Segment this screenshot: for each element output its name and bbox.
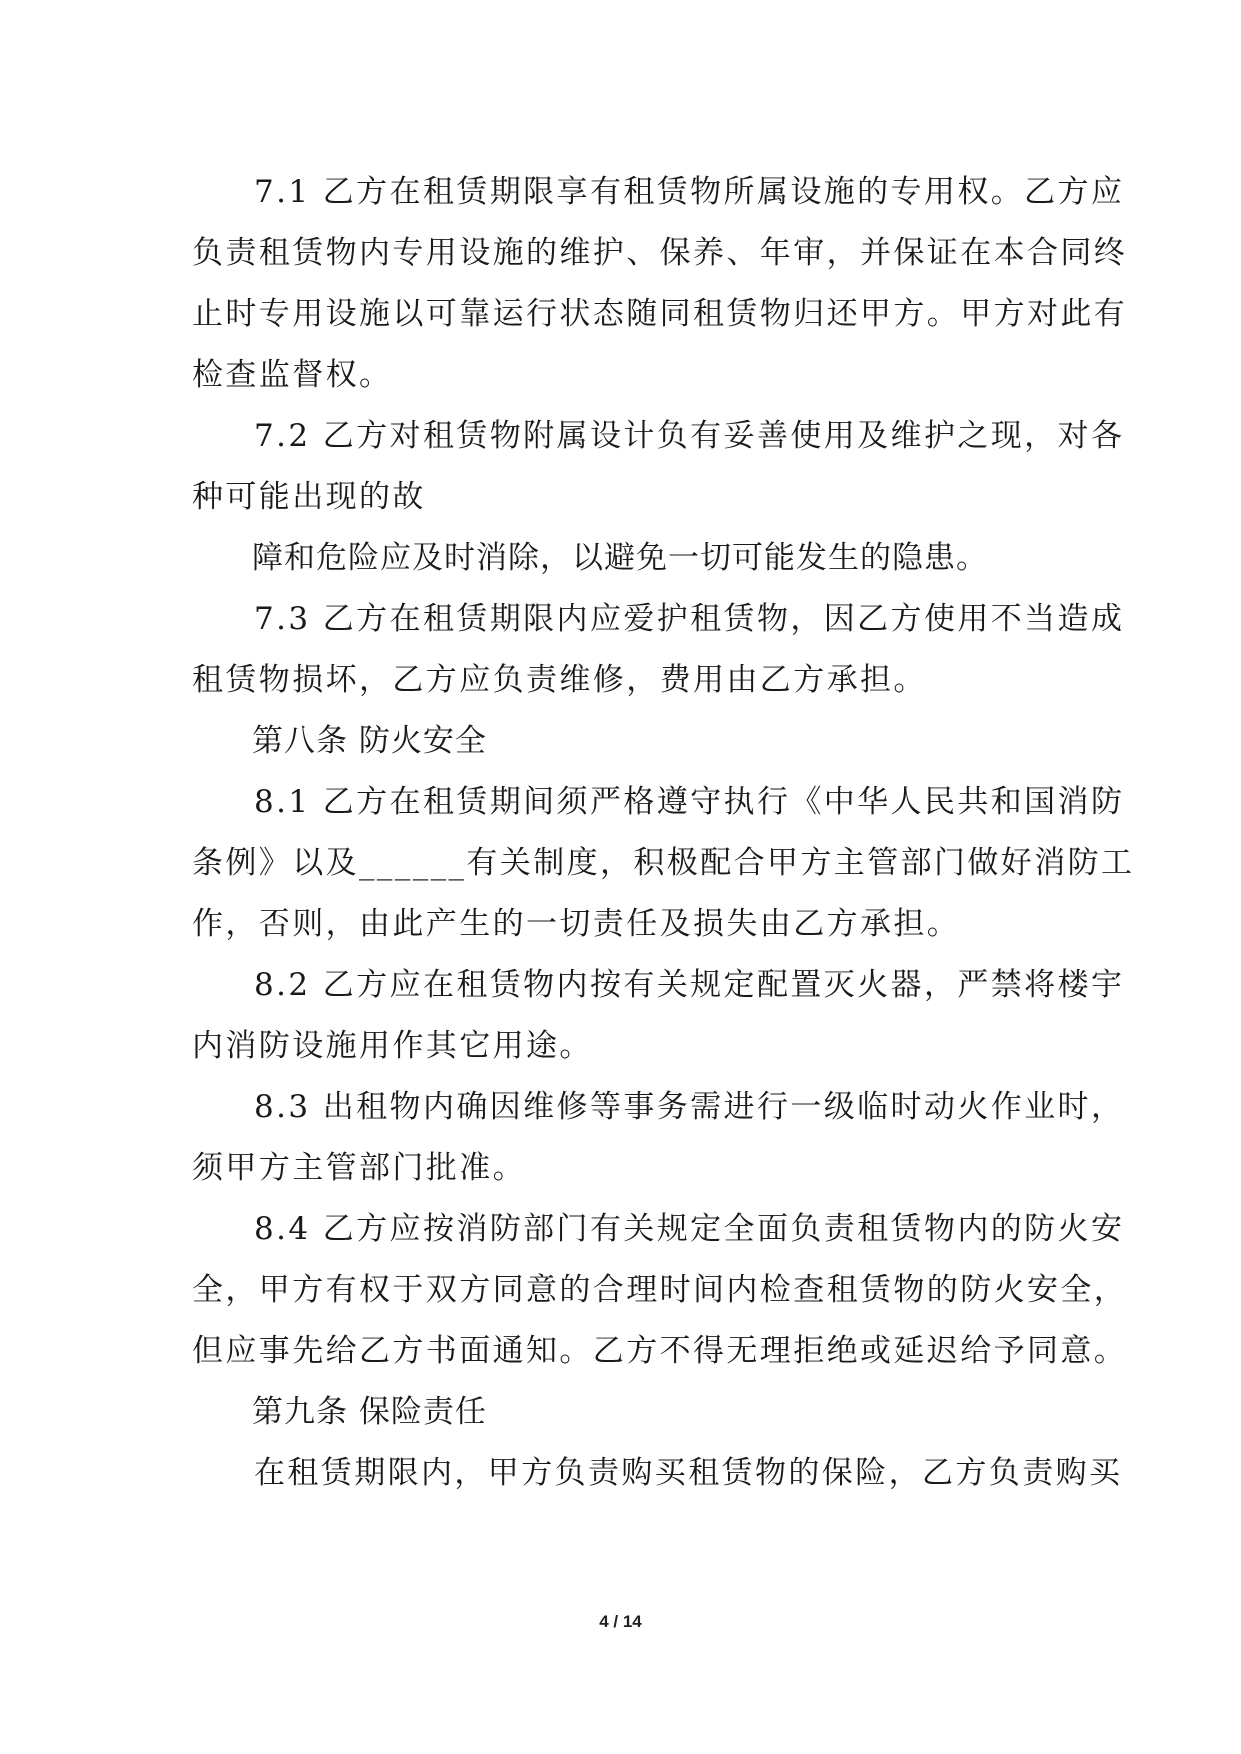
clause-8-4-line-3: 但应事先给乙方书面通知。乙方不得无理拒绝或延迟给予同意。: [192, 1333, 1128, 1369]
insurance-clause-line-1: 在租赁期限内，甲方负责购买租赁物的保险，乙方负责购买: [254, 1455, 1123, 1491]
clause-8-2-line-2: 内消防设施用作其它用途。: [192, 1028, 593, 1064]
clause-8-1-line-3: 作，否则，由此产生的一切责任及损失由乙方承担。: [192, 906, 961, 942]
clause-7-2-line-1: 7.2 乙方对租赁物附属设计负有妥善使用及维护之现，对各: [254, 418, 1125, 454]
page-number: 4 / 14: [599, 1612, 642, 1631]
clause-7-1-line-2: 负责租赁物内专用设施的维护、保养、年审，并保证在本合同终: [192, 235, 1128, 271]
clause-7-1-line-4: 检查监督权。: [192, 357, 393, 393]
clause-8-4-line-2: 全，甲方有权于双方同意的合理时间内检查租赁物的防火安全，: [192, 1272, 1128, 1308]
clause-8-1-line-2: 条例》以及______有关制度，积极配合甲方主管部门做好消防工: [192, 845, 1135, 881]
clause-7-2-line-2: 种可能出现的故: [192, 479, 426, 515]
clause-7-1-line-1: 7.1 乙方在租赁期限享有租赁物所属设施的专用权。乙方应: [254, 174, 1125, 210]
section-heading-fire-safety: 第八条 防火安全: [252, 723, 487, 759]
clause-8-1-line-1: 8.1 乙方在租赁期间须严格遵守执行《中华人民共和国消防: [254, 784, 1125, 820]
section-heading-insurance: 第九条 保险责任: [252, 1394, 487, 1430]
clause-8-3-line-2: 须甲方主管部门批准。: [192, 1150, 526, 1186]
clause-8-2-line-1: 8.2 乙方应在租赁物内按有关规定配置灭火器，严禁将楼宇: [254, 967, 1125, 1003]
clause-7-3-line-2: 租赁物损坏，乙方应负责维修，费用由乙方承担。: [192, 662, 927, 698]
clause-8-4-line-1: 8.4 乙方应按消防部门有关规定全面负责租赁物内的防火安: [254, 1211, 1125, 1247]
document-body: [192, 162, 1135, 1504]
clause-7-2-line-3: 障和危险应及时消除，以避免一切可能发生的隐患。: [252, 540, 988, 576]
clause-7-3-line-1: 7.3 乙方在租赁期限内应爱护租赁物，因乙方使用不当造成: [254, 601, 1125, 637]
clause-8-3-line-1: 8.3 出租物内确因维修等事务需进行一级临时动火作业时，: [254, 1089, 1125, 1125]
clause-7-1-line-3: 止时专用设施以可靠运行状态随同租赁物归还甲方。甲方对此有: [192, 296, 1128, 332]
